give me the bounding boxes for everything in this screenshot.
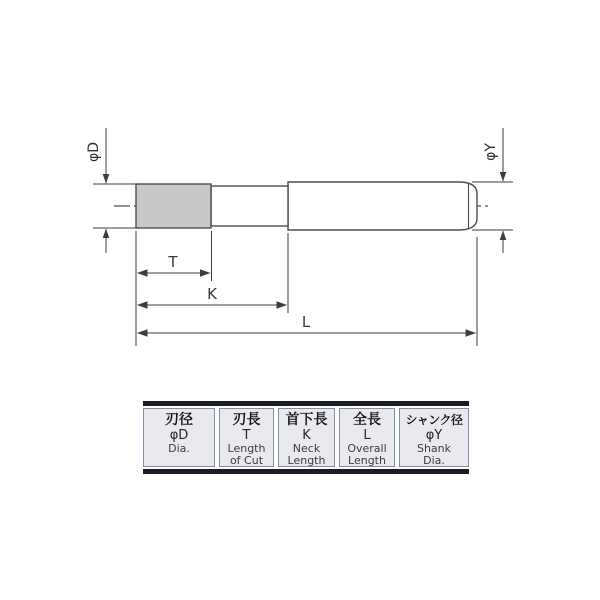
spec-col-length-of-cut: [219, 408, 274, 467]
col-symbol: φY: [425, 428, 443, 443]
spec-col-overall-length: [339, 408, 395, 467]
col-en-line2: of Cut: [229, 454, 264, 467]
table-top-bar: [143, 401, 469, 406]
col-symbol: K: [302, 428, 311, 443]
col-jp-label: 全長: [353, 412, 381, 428]
col-en-line1: Overall: [347, 442, 387, 455]
dim-label-overall-length: L: [301, 313, 311, 331]
spec-col-cut-diameter: [143, 408, 215, 467]
spec-table: [143, 401, 469, 474]
col-en-line1: Dia.: [168, 442, 190, 455]
spec-col-shank-diameter: [399, 408, 469, 467]
dim-label-cut-diameter: φD: [86, 141, 102, 163]
col-jp-label: 首下長: [285, 412, 328, 428]
dim-label-shank-diameter: φY: [483, 143, 499, 161]
col-jp-label: 刃径: [165, 412, 193, 428]
col-en-line2: Length: [287, 454, 326, 467]
col-en-line2: Length: [348, 454, 386, 467]
col-symbol: L: [363, 428, 371, 443]
col-symbol: φD: [169, 428, 189, 443]
col-jp-label: シャンク径: [405, 413, 463, 427]
col-en-line1: Length: [227, 442, 266, 455]
table-header-row: [143, 408, 469, 467]
col-en-line1: Shank: [416, 442, 452, 455]
col-jp-label: 刃長: [232, 412, 261, 428]
flute-section: [136, 184, 211, 228]
col-en-line2: Dia.: [423, 454, 445, 467]
col-symbol: T: [242, 428, 251, 443]
dim-label-length-of-cut: T: [168, 253, 178, 271]
dim-label-neck-length: K: [207, 285, 217, 303]
table-bottom-bar: [143, 469, 469, 474]
neck-section: [211, 186, 288, 226]
col-en-line1: Neck: [292, 442, 321, 455]
spec-col-neck-length: [278, 408, 335, 467]
shank-section: [288, 182, 477, 230]
